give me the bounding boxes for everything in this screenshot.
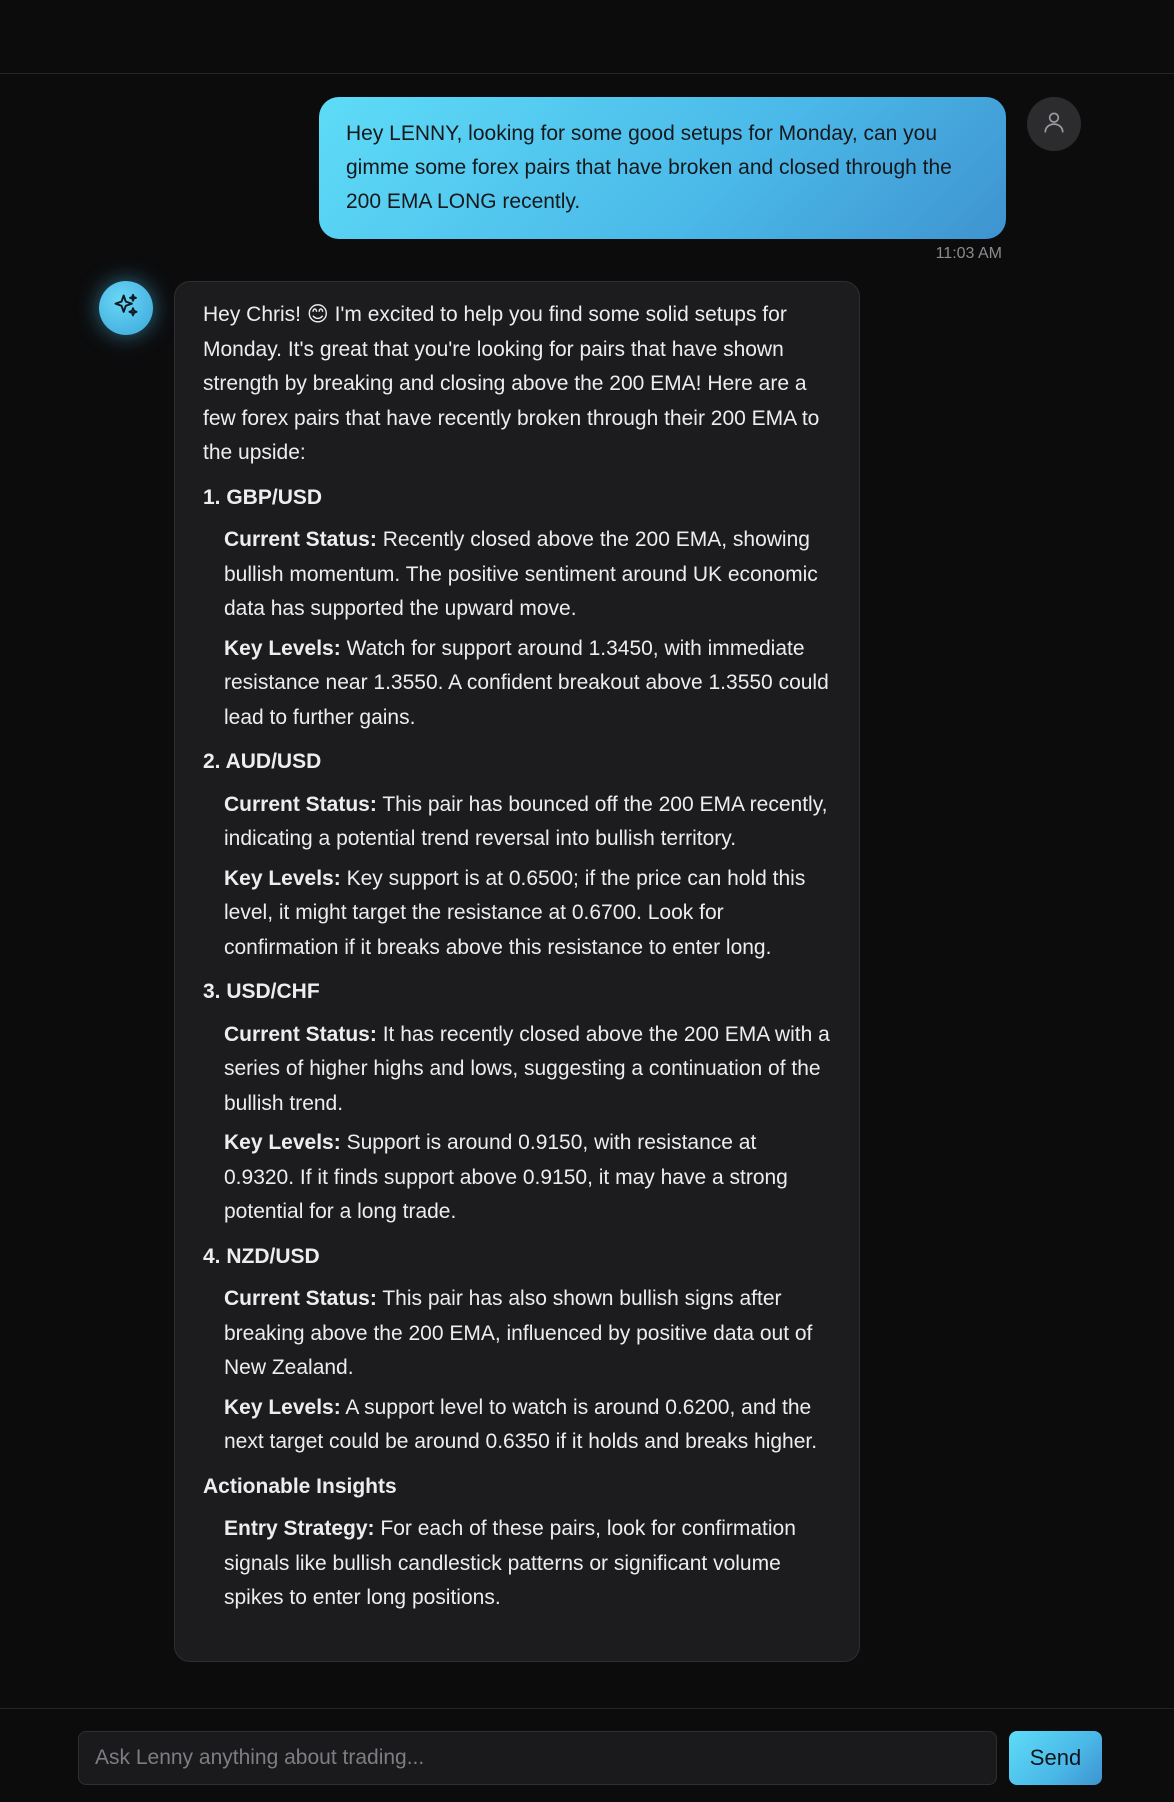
sparkle-icon (112, 292, 140, 325)
entry-text: For each of these pairs, look for confirmation signals like bullish candlestick patterns or significant volume spikes to enter long positions. (224, 1517, 796, 1609)
pair-section (203, 1240, 831, 1460)
pair-title: 4. NZD/USD (203, 1244, 320, 1268)
pair-section (203, 975, 831, 1230)
top-bar (0, 0, 1174, 74)
status-label: Current Status: (224, 1287, 377, 1310)
bot-message-bubble (174, 281, 860, 1662)
key-levels-item (203, 632, 831, 736)
pair-section (203, 481, 831, 736)
insights-heading: Actionable Insights (203, 1474, 397, 1498)
message-timestamp: 11:03 AM (935, 245, 1002, 262)
chat-input[interactable] (78, 1731, 997, 1785)
levels-label: Key Levels: (224, 1131, 341, 1154)
bot-avatar (99, 281, 153, 335)
levels-label: Key Levels: (224, 866, 341, 890)
status-text: This pair has bounced off the 200 EMA recently, indicating a potential trend reversal into bullish territory. (224, 792, 828, 850)
send-button[interactable]: Send (1009, 1731, 1102, 1785)
levels-text: Key support is at 0.6500; if the price can hold this level, it might target the resistance at 0.6700. Look for confirmation if it breaks above this resistance to enter long. (224, 866, 806, 959)
bot-intro-text: Hey Chris! 😊 I'm excited to help you find some solid setups for Monday. It's great that you're looking for pairs that have shown strength by breaking and closing above the 200 EMA! Here are a few forex pairs that have recently broken through their 200 EMA to the upside: (203, 303, 820, 464)
key-levels-item (203, 1391, 831, 1460)
status-label: Current Status: (224, 528, 377, 551)
user-avatar (1027, 97, 1081, 151)
current-status-item (203, 1282, 831, 1386)
user-message (319, 97, 1081, 263)
key-levels-item (203, 1126, 831, 1230)
status-text: This pair has also shown bullish signs after breaking above the 200 EMA, influenced by positive data out of New Zealand. (224, 1287, 813, 1379)
current-status-item (203, 523, 831, 627)
current-status-item (203, 788, 831, 857)
entry-label: Entry Strategy: (224, 1517, 375, 1540)
entry-strategy-item (203, 1512, 831, 1616)
status-label: Current Status: (224, 1022, 377, 1046)
status-text: Recently closed above the 200 EMA, showing bullish momentum. The positive sentiment around UK economic data has supported the upward move. (224, 528, 818, 620)
composer-bar (0, 1708, 1174, 1802)
pair-section (203, 745, 831, 965)
chat-thread[interactable] (0, 75, 1174, 1708)
pair-title: 3. USD/CHF (203, 980, 320, 1003)
pair-title: 1. GBP/USD (203, 485, 323, 509)
user-message-bubble: Hey LENNY, looking for some good setups for Monday, can you gimme some forex pairs that have broken and closed through the 200 EMA LONG recently. (319, 97, 1006, 239)
user-icon (1041, 109, 1067, 140)
levels-text: Watch for support around 1.3450, with immediate resistance near 1.3550. A confident breakout above 1.3550 could lead to further gains. (224, 636, 829, 729)
levels-text: Support is around 0.9150, with resistance at 0.9320. If it finds support above 0.9150, it may have a strong potential for a long trade. (224, 1131, 788, 1223)
key-levels-item (203, 862, 831, 966)
levels-text: A support level to watch is around 0.6200, and the next target could be around 0.6350 if it holds and breaks higher. (224, 1395, 818, 1453)
status-label: Current Status: (224, 792, 377, 816)
levels-label: Key Levels: (224, 636, 341, 660)
current-status-item (203, 1018, 831, 1122)
pair-title: 2. AUD/USD (203, 750, 322, 773)
status-text: It has recently closed above the 200 EMA with a series of higher highs and lows, suggesting a continuation of the bullish trend. (224, 1022, 830, 1115)
levels-label: Key Levels: (224, 1395, 341, 1419)
